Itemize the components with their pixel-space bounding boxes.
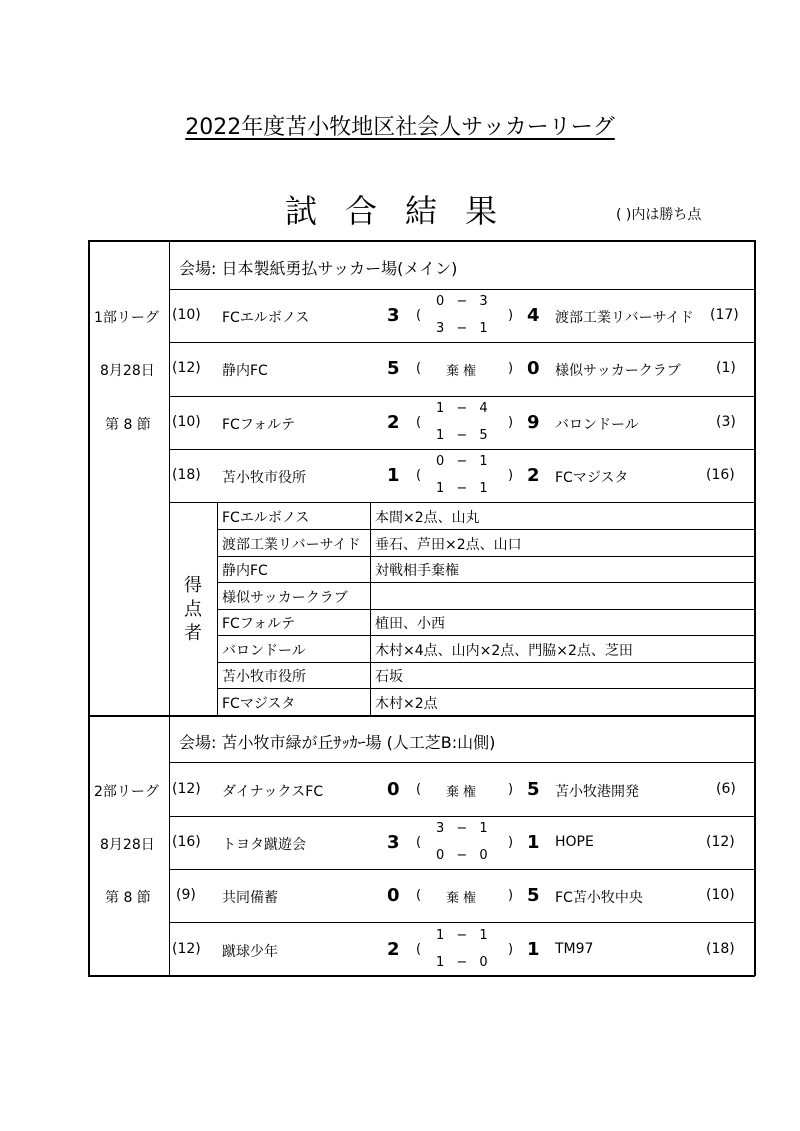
scorer-team: 静内FC bbox=[222, 563, 268, 579]
close-paren: ) bbox=[508, 415, 514, 430]
home-score: 5 bbox=[387, 358, 400, 379]
away-points: (6) bbox=[716, 781, 736, 797]
away-score: 4 bbox=[527, 305, 540, 326]
open-paren: ( bbox=[416, 835, 422, 850]
scorers-label: 得 点 者 bbox=[184, 575, 202, 644]
away-team: TM97 bbox=[555, 941, 594, 957]
home-points: (9) bbox=[176, 887, 196, 903]
close-paren: ) bbox=[508, 835, 514, 850]
half1-score: 0 − 1 bbox=[436, 454, 492, 469]
away-points: (10) bbox=[706, 887, 735, 903]
half2-score: 1 − 0 bbox=[436, 955, 492, 970]
home-score: 3 bbox=[387, 832, 400, 853]
div2-league-label: 2部リーグ bbox=[94, 784, 159, 800]
div1-round: 第 8 節 bbox=[105, 417, 151, 433]
away-team: 苫小牧港開発 bbox=[555, 784, 639, 800]
home-team: 蹴球少年 bbox=[222, 944, 278, 960]
open-paren: ( bbox=[416, 888, 422, 903]
div2-venue: 会場: 苫小牧市緑が丘ｻｯｶｰ場 (人工芝B:山側) bbox=[179, 733, 496, 752]
page-title: 2022年度苫小牧地区社会人サッカーリーグ bbox=[185, 115, 615, 140]
away-score: 5 bbox=[527, 885, 540, 906]
results-heading: 試合結果 bbox=[284, 192, 525, 230]
home-points: (16) bbox=[172, 834, 201, 850]
close-paren: ) bbox=[508, 468, 514, 483]
away-team: 渡部工業リバーサイド bbox=[555, 310, 694, 326]
scorer-team: 苫小牧市役所 bbox=[222, 669, 306, 685]
home-team: ダイナックスFC bbox=[222, 784, 324, 800]
half2-score: 1 − 5 bbox=[436, 428, 492, 443]
away-team: バロンドール bbox=[555, 417, 639, 433]
forfeit-label: 棄権 bbox=[446, 891, 481, 906]
scorer-names: 石坂 bbox=[375, 669, 403, 685]
scorer-names: 木村×2点 bbox=[375, 696, 438, 712]
scorer-team: FCマジスタ bbox=[222, 696, 296, 712]
close-paren: ) bbox=[508, 308, 514, 323]
open-paren: ( bbox=[416, 415, 422, 430]
away-points: (3) bbox=[716, 414, 736, 430]
half1-score: 3 − 1 bbox=[436, 821, 492, 836]
scorer-names: 植田、小西 bbox=[375, 616, 445, 632]
home-score: 2 bbox=[387, 412, 400, 433]
half2-score: 3 − 1 bbox=[436, 321, 492, 336]
away-points: (1) bbox=[716, 360, 736, 376]
away-team: FCマジスタ bbox=[555, 470, 629, 486]
close-paren: ) bbox=[508, 782, 514, 797]
away-score: 2 bbox=[527, 465, 540, 486]
scorer-team: バロンドール bbox=[222, 643, 306, 659]
div2-date: 8月28日 bbox=[100, 837, 155, 853]
home-score: 2 bbox=[387, 939, 400, 960]
open-paren: ( bbox=[416, 942, 422, 957]
scorer-names: 対戦相手棄権 bbox=[375, 563, 459, 579]
away-points: (17) bbox=[710, 307, 739, 323]
forfeit-label: 棄権 bbox=[446, 364, 481, 379]
forfeit-label: 棄権 bbox=[446, 785, 481, 800]
half1-score: 0 − 3 bbox=[436, 294, 492, 309]
home-score: 0 bbox=[387, 885, 400, 906]
open-paren: ( bbox=[416, 468, 422, 483]
away-score: 1 bbox=[527, 939, 540, 960]
half1-score: 1 − 4 bbox=[436, 401, 492, 416]
close-paren: ) bbox=[508, 888, 514, 903]
half1-score: 1 − 1 bbox=[436, 928, 492, 943]
open-paren: ( bbox=[416, 782, 422, 797]
home-points: (12) bbox=[172, 941, 201, 957]
home-score: 0 bbox=[387, 779, 400, 800]
away-score: 0 bbox=[527, 358, 540, 379]
away-team: HOPE bbox=[555, 834, 594, 850]
away-team: FC苫小牧中央 bbox=[555, 890, 643, 906]
div1-date: 8月28日 bbox=[100, 363, 155, 379]
home-points: (12) bbox=[172, 781, 201, 797]
points-note: ( )内は勝ち点 bbox=[616, 207, 702, 223]
scorer-team: 様似サッカークラブ bbox=[222, 590, 348, 606]
home-points: (10) bbox=[172, 414, 201, 430]
home-team: FCエルボノス bbox=[222, 310, 310, 326]
home-points: (10) bbox=[172, 307, 201, 323]
home-team: 共同備蓄 bbox=[222, 890, 278, 906]
div2-round: 第 8 節 bbox=[105, 890, 151, 906]
away-team: 様似サッカークラブ bbox=[555, 363, 681, 379]
scorer-team: FCエルボノス bbox=[222, 510, 310, 526]
div1-venue: 会場: 日本製紙勇払サッカー場(メイン) bbox=[179, 259, 458, 278]
scorer-team: FCフォルテ bbox=[222, 616, 296, 632]
away-points: (16) bbox=[706, 467, 735, 483]
home-points: (12) bbox=[172, 360, 201, 376]
half2-score: 1 − 1 bbox=[436, 481, 492, 496]
home-team: 静内FC bbox=[222, 363, 268, 379]
half2-score: 0 − 0 bbox=[436, 848, 492, 863]
home-points: (18) bbox=[172, 467, 201, 483]
away-score: 9 bbox=[527, 412, 540, 433]
home-score: 1 bbox=[387, 465, 400, 486]
home-team: トヨタ蹴遊会 bbox=[222, 837, 306, 853]
scorer-names: 木村×4点、山内×2点、門脇×2点、芝田 bbox=[375, 643, 633, 659]
close-paren: ) bbox=[508, 942, 514, 957]
away-score: 5 bbox=[527, 779, 540, 800]
away-points: (12) bbox=[706, 834, 735, 850]
open-paren: ( bbox=[416, 308, 422, 323]
div1-league-label: 1部リーグ bbox=[94, 310, 159, 326]
home-score: 3 bbox=[387, 305, 400, 326]
scorer-team: 渡部工業リバーサイド bbox=[222, 537, 361, 553]
scorer-names: 垂石、芦田×2点、山口 bbox=[375, 537, 522, 553]
away-score: 1 bbox=[527, 832, 540, 853]
home-team: FCフォルテ bbox=[222, 417, 296, 433]
home-team: 苫小牧市役所 bbox=[222, 470, 306, 486]
scorer-names: 本間×2点、山丸 bbox=[375, 510, 480, 526]
open-paren: ( bbox=[416, 361, 422, 376]
close-paren: ) bbox=[508, 361, 514, 376]
away-points: (18) bbox=[706, 941, 735, 957]
